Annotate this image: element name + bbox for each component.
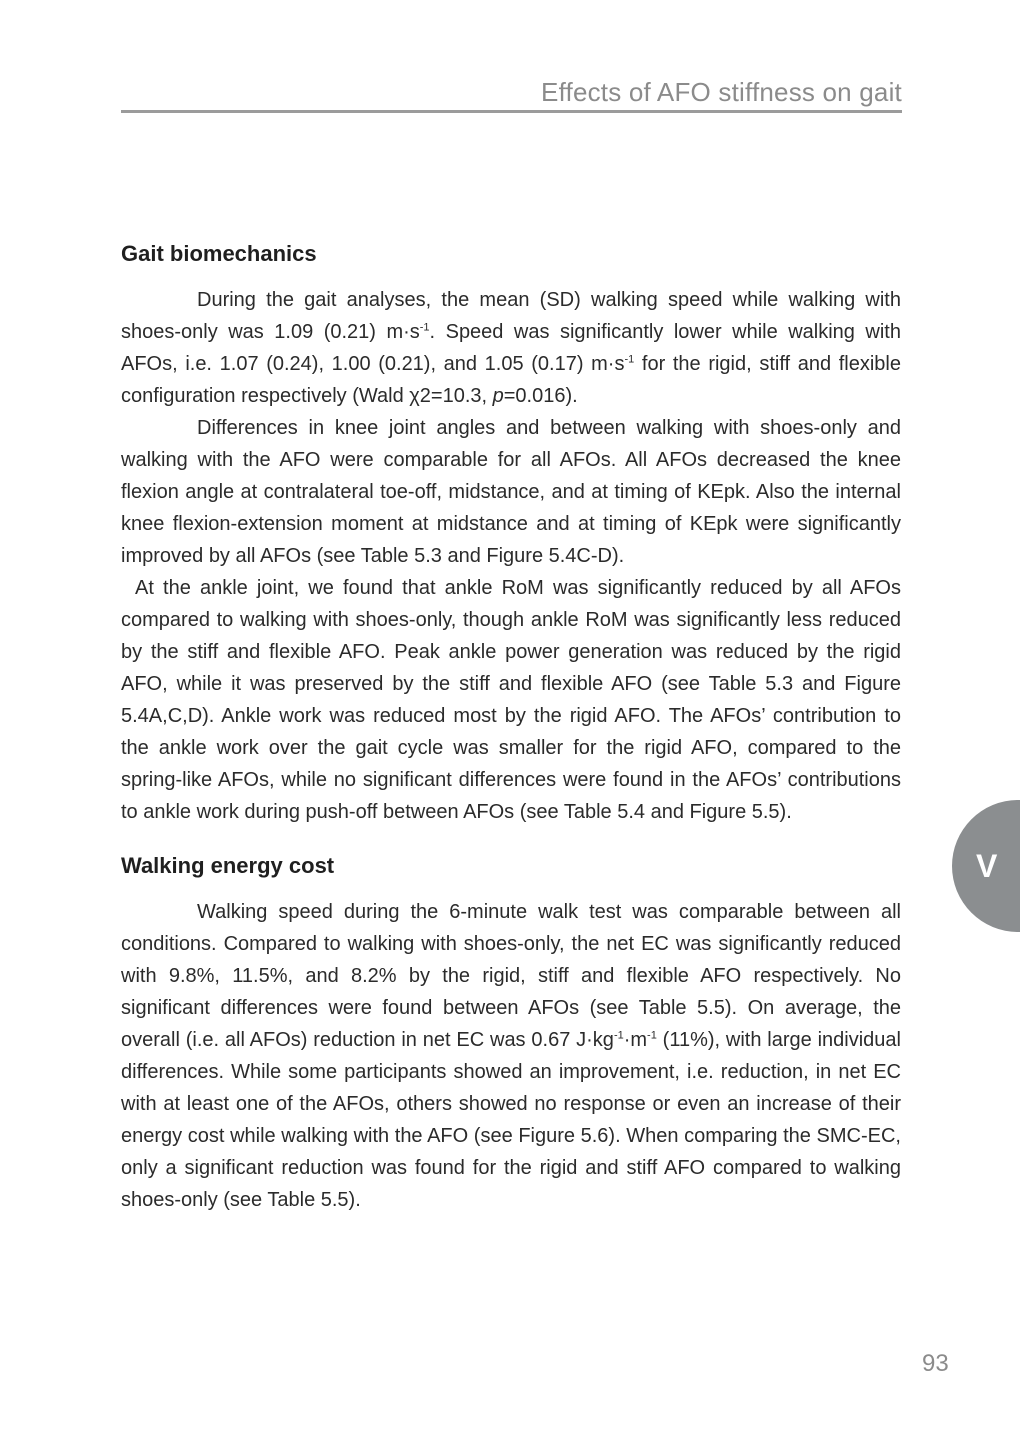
paragraph-walking-speed: During the gait analyses, the mean (SD) walking speed while walking with shoes-only was 1.09 (0.21) $m\cdot s^{-1}$. Speed was significantly lower while walking with AFOs, i.e. 1.07 (0.24), 1.00 (0.21), and 1.05 (0.17) $m\cdot s^{-1}$ for the rigid, stiff and flexible configuration respectively (Wald χ2=10.3, p=0.016). bbox=[121, 289, 901, 407]
page-header bbox=[121, 78, 902, 113]
running-header-title: Effects of AFO stiffness on gait bbox=[541, 77, 902, 107]
section-heading-walking-energy-cost: Walking energy cost bbox=[121, 853, 335, 878]
paragraph-ankle-joint: At the ankle joint, we found that ankle RoM was significantly reduced by all AFOs compared to walking with shoes-only, though ankle RoM was significantly less reduced by the stiff and flexible AFO. Peak ankle power generation was reduced by the rigid AFO, while it was preserved by the stiff and flexible AFO (see Table 5.3 and Figure 5.4A,C,D). Ankle work was reduced most by the rigid AFO. The AFOs’ contribution to the ankle work over the gait cycle was smaller for the rigid AFO, compared to the spring-like AFOs, while no significant differences were found in the AFOs’ contributions to ankle work during push-off between AFOs (see Table 5.4 and Figure 5.5). bbox=[121, 577, 901, 823]
chapter-tab-label: V bbox=[976, 848, 998, 884]
paragraph-knee-joint: Differences in knee joint angles and between walking with shoes-only and walking with the AFO were comparable for all AFOs. All AFOs decreased the knee flexion angle at contralateral toe-off, midstance, and at timing of KEpk. Also the internal knee flexion-extension moment at midstance and at timing of KEpk were significantly improved by all AFOs (see Table 5.3 and Figure 5.4C-D). bbox=[121, 417, 901, 567]
page-content bbox=[121, 240, 901, 1216]
section-heading-gait-biomechanics: Gait biomechanics bbox=[121, 241, 317, 266]
paragraph-energy-cost: Walking speed during the 6-minute walk test was comparable between all conditions. Compared to walking with shoes-only, the net EC was significantly reduced with 9.8%, 11.5%, and 8.2% by the rigid, stiff and flexible AFO respectively. No significant differences were found between AFOs (see Table 5.5). On average, the overall (i.e. all AFOs) reduction in net EC was 0.67 $J\cdot kg^{-1}\cdot m^{-1}$ (11%), with large individual differences. While some participants showed an improvement, i.e. reduction, in net EC with at least one of the AFOs, others showed no response or even an increase of their energy cost while walking with the AFO (see Figure 5.6). When comparing the SMC-EC, only a significant reduction was found for the rigid and stiff AFO compared to walking shoes-only (see Table 5.5). bbox=[121, 901, 901, 1211]
page-number: 93 bbox=[922, 1350, 949, 1377]
chapter-tab bbox=[952, 800, 1020, 932]
